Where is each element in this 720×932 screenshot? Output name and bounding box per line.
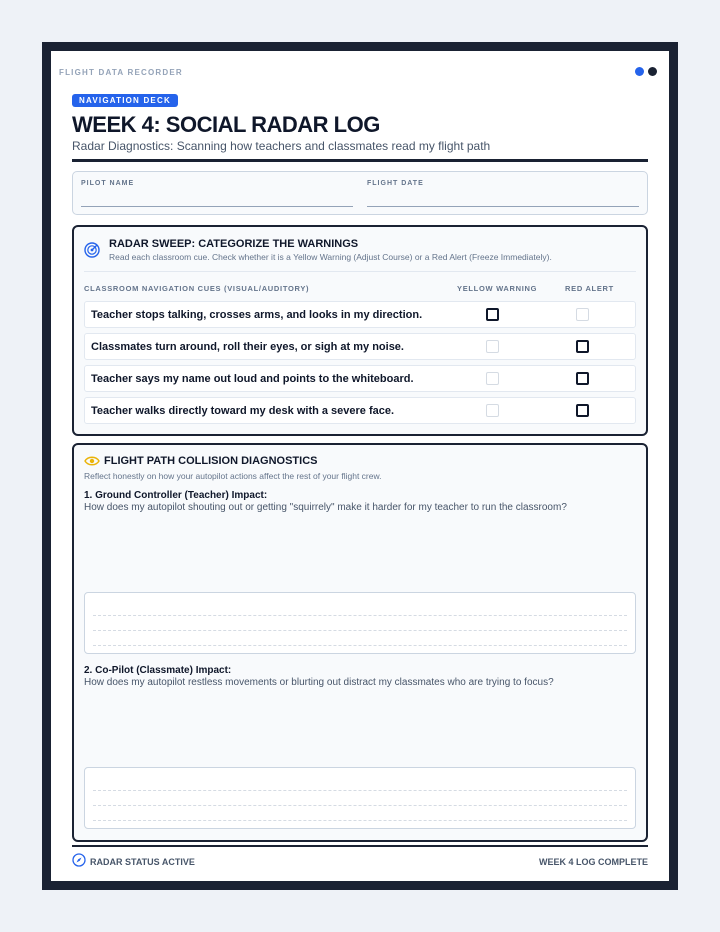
- writing-line: [93, 820, 627, 821]
- table-header: [84, 271, 636, 302]
- table-row: [84, 333, 636, 360]
- radar-icon: [84, 242, 100, 258]
- red-alert-checkbox[interactable]: [576, 372, 589, 385]
- table-row: [84, 397, 636, 424]
- red-alert-checkbox[interactable]: [576, 308, 589, 321]
- section-badge: NAVIGATION DECK: [72, 94, 178, 107]
- yellow-warning-checkbox[interactable]: [486, 372, 499, 385]
- writing-line: [93, 630, 627, 631]
- question-2-label: 2. Co-Pilot (Classmate) Impact:: [84, 665, 232, 676]
- recorder-label: FLIGHT DATA RECORDER: [59, 68, 183, 77]
- diagnostics-card: [72, 443, 648, 842]
- red-alert-checkbox[interactable]: [576, 340, 589, 353]
- table-row: [84, 365, 636, 392]
- cue-text: Teacher says my name out loud and points to the whiteboard.: [91, 373, 414, 385]
- flight-date-line[interactable]: [367, 206, 639, 207]
- writing-line: [93, 645, 627, 646]
- yellow-warning-checkbox[interactable]: [486, 404, 499, 417]
- pilot-name-field[interactable]: [81, 180, 353, 208]
- question-2-answer-box[interactable]: [84, 767, 636, 829]
- writing-line: [93, 790, 627, 791]
- yellow-warning-checkbox[interactable]: [486, 340, 499, 353]
- eye-icon: [84, 455, 100, 467]
- question-2-text: How does my autopilot restless movements or blurting out distract my classmates who are trying to focus?: [84, 677, 554, 688]
- diagnostics-title: FLIGHT PATH COLLISION DIAGNOSTICS: [104, 455, 318, 467]
- worksheet-page: [51, 51, 669, 881]
- writing-line: [93, 805, 627, 806]
- radar-sweep-card: [72, 225, 648, 436]
- col-cues-header: CLASSROOM NAVIGATION CUES (VISUAL/AUDITORY): [84, 284, 310, 293]
- dark-dot-icon: [648, 67, 657, 76]
- flight-date-field[interactable]: [367, 180, 639, 208]
- table-row: [84, 301, 636, 328]
- flight-date-label: FLIGHT DATE: [367, 180, 424, 187]
- col-yellow-header: YELLOW WARNING: [457, 284, 538, 293]
- red-alert-checkbox[interactable]: [576, 404, 589, 417]
- footer-divider: [72, 845, 648, 847]
- cue-text: Teacher walks directly toward my desk with a severe face.: [91, 405, 395, 417]
- page-subtitle: Radar Diagnostics: Scanning how teachers and classmates read my flight path: [72, 139, 491, 153]
- page-frame: [42, 42, 678, 890]
- question-1-answer-box[interactable]: [84, 592, 636, 654]
- radar-sweep-description: Read each classroom cue. Check whether it is a Yellow Warning (Adjust Course) or a Red Alert (Freeze Immediately).: [109, 252, 552, 262]
- col-red-header: RED ALERT: [565, 284, 614, 293]
- header-divider: [72, 159, 648, 162]
- page-title: WEEK 4: SOCIAL RADAR LOG: [72, 112, 380, 137]
- question-1-text: How does my autopilot shouting out or getting "squirrely" make it harder for my teacher to run the classroom?: [84, 502, 567, 513]
- yellow-warning-checkbox[interactable]: [486, 308, 499, 321]
- cue-text: Teacher stops talking, crosses arms, and looks in my direction.: [91, 309, 423, 321]
- log-complete-text: WEEK 4 LOG COMPLETE: [538, 857, 648, 867]
- writing-line: [93, 615, 627, 616]
- radar-status-text: RADAR STATUS ACTIVE: [90, 857, 195, 867]
- cue-text: Classmates turn around, roll their eyes, or sigh at my noise.: [91, 341, 404, 353]
- compass-icon: [72, 853, 86, 867]
- question-1-label: 1. Ground Controller (Teacher) Impact:: [84, 490, 268, 501]
- pilot-info-box: [72, 171, 648, 215]
- pilot-name-line[interactable]: [81, 206, 353, 207]
- top-bar: [59, 61, 663, 83]
- blue-dot-icon: [635, 67, 644, 76]
- radar-sweep-title: RADAR SWEEP: CATEGORIZE THE WARNINGS: [109, 238, 359, 250]
- diagnostics-description: Reflect honestly on how your autopilot actions affect the rest of your flight crew.: [84, 471, 382, 481]
- pilot-name-label: PILOT NAME: [81, 180, 135, 187]
